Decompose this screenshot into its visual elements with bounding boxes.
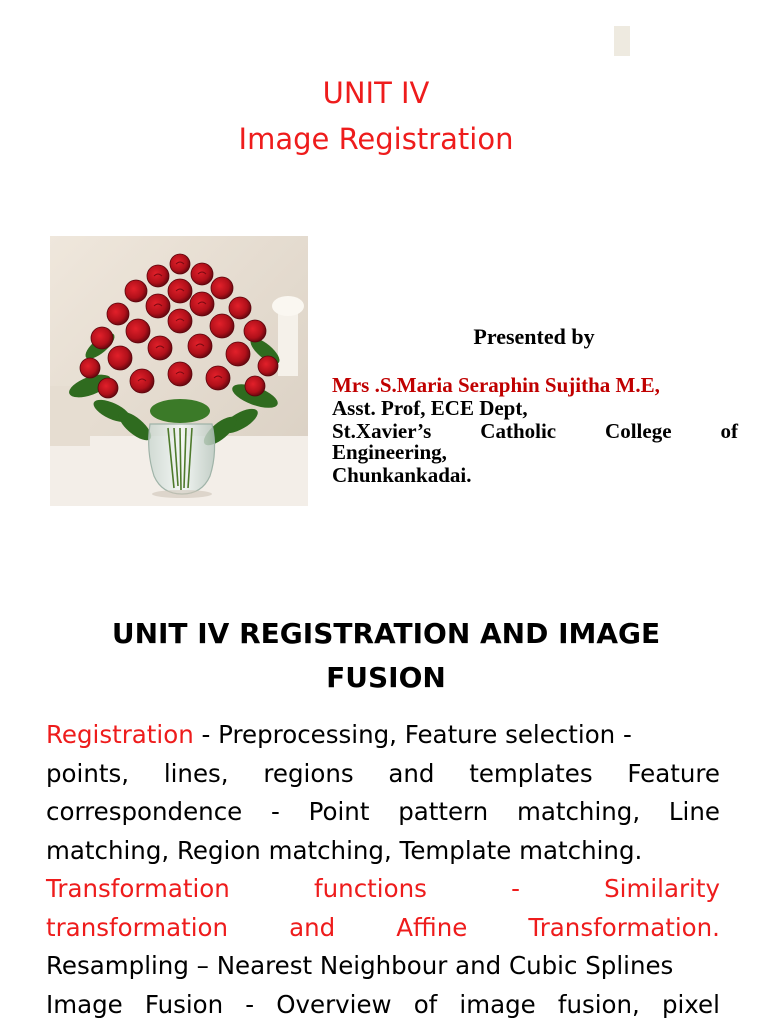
author-college-line2: Engineering, bbox=[332, 440, 447, 464]
college-word: of bbox=[720, 419, 738, 443]
word: Feature bbox=[627, 758, 720, 788]
registration-label: Registration bbox=[46, 720, 194, 749]
author-name: Mrs .S.Maria Seraphin Sujitha M.E, bbox=[332, 373, 660, 397]
word: - bbox=[245, 989, 255, 1019]
body-line bbox=[46, 909, 720, 948]
word: transformation bbox=[46, 912, 229, 942]
word: pattern bbox=[398, 797, 489, 826]
word: matching, bbox=[516, 797, 641, 826]
word: Overview bbox=[276, 989, 392, 1019]
word: image bbox=[459, 989, 536, 1019]
word: of bbox=[413, 989, 438, 1019]
slide-title-unit: UNIT IV bbox=[322, 76, 430, 110]
body-line bbox=[46, 716, 720, 755]
syllabus-body bbox=[46, 716, 720, 1024]
word: regions bbox=[263, 758, 354, 788]
body-line bbox=[46, 755, 720, 794]
college-word: College bbox=[605, 419, 672, 443]
word: Transformation bbox=[46, 874, 230, 903]
word: Line bbox=[668, 797, 720, 826]
body-line bbox=[46, 870, 720, 909]
word: Image bbox=[46, 989, 123, 1019]
syllabus-heading bbox=[86, 612, 686, 700]
corner-mark bbox=[614, 26, 630, 56]
college-word: St.Xavier’s bbox=[332, 419, 432, 443]
word: Similarity bbox=[604, 874, 720, 903]
word: Point bbox=[308, 797, 370, 826]
word: - bbox=[271, 797, 280, 826]
word: and bbox=[388, 758, 435, 788]
author-role: Asst. Prof, ECE Dept, bbox=[332, 396, 528, 420]
word: Affine bbox=[396, 912, 468, 942]
word: functions bbox=[314, 874, 427, 903]
word: Fusion bbox=[144, 989, 224, 1019]
slide-title-topic: Image Registration bbox=[238, 122, 514, 156]
word: and bbox=[289, 912, 336, 942]
presented-by-label: Presented by bbox=[473, 324, 595, 349]
body-line: Resampling – Nearest Neighbour and Cubic Splines bbox=[46, 951, 674, 980]
word: Transformation. bbox=[528, 912, 720, 942]
author-place: Chunkankadai. bbox=[332, 463, 472, 487]
heading-line: FUSION bbox=[326, 661, 446, 694]
word: pixel bbox=[661, 989, 720, 1019]
roses-vase-image bbox=[50, 236, 308, 506]
word: fusion, bbox=[557, 989, 640, 1019]
college-word: Catholic bbox=[480, 419, 557, 443]
body-line bbox=[46, 793, 720, 832]
word: lines, bbox=[163, 758, 229, 788]
word: points, bbox=[46, 758, 130, 788]
word: templates bbox=[469, 758, 593, 788]
heading-line: UNIT IV REGISTRATION AND IMAGE bbox=[111, 617, 661, 650]
word: - bbox=[511, 874, 520, 903]
body-line: matching, Region matching, Template matching. bbox=[46, 835, 643, 865]
word: correspondence bbox=[46, 797, 243, 826]
body-line bbox=[46, 986, 720, 1024]
body-text: - Preprocessing, Feature selection - bbox=[193, 720, 632, 749]
